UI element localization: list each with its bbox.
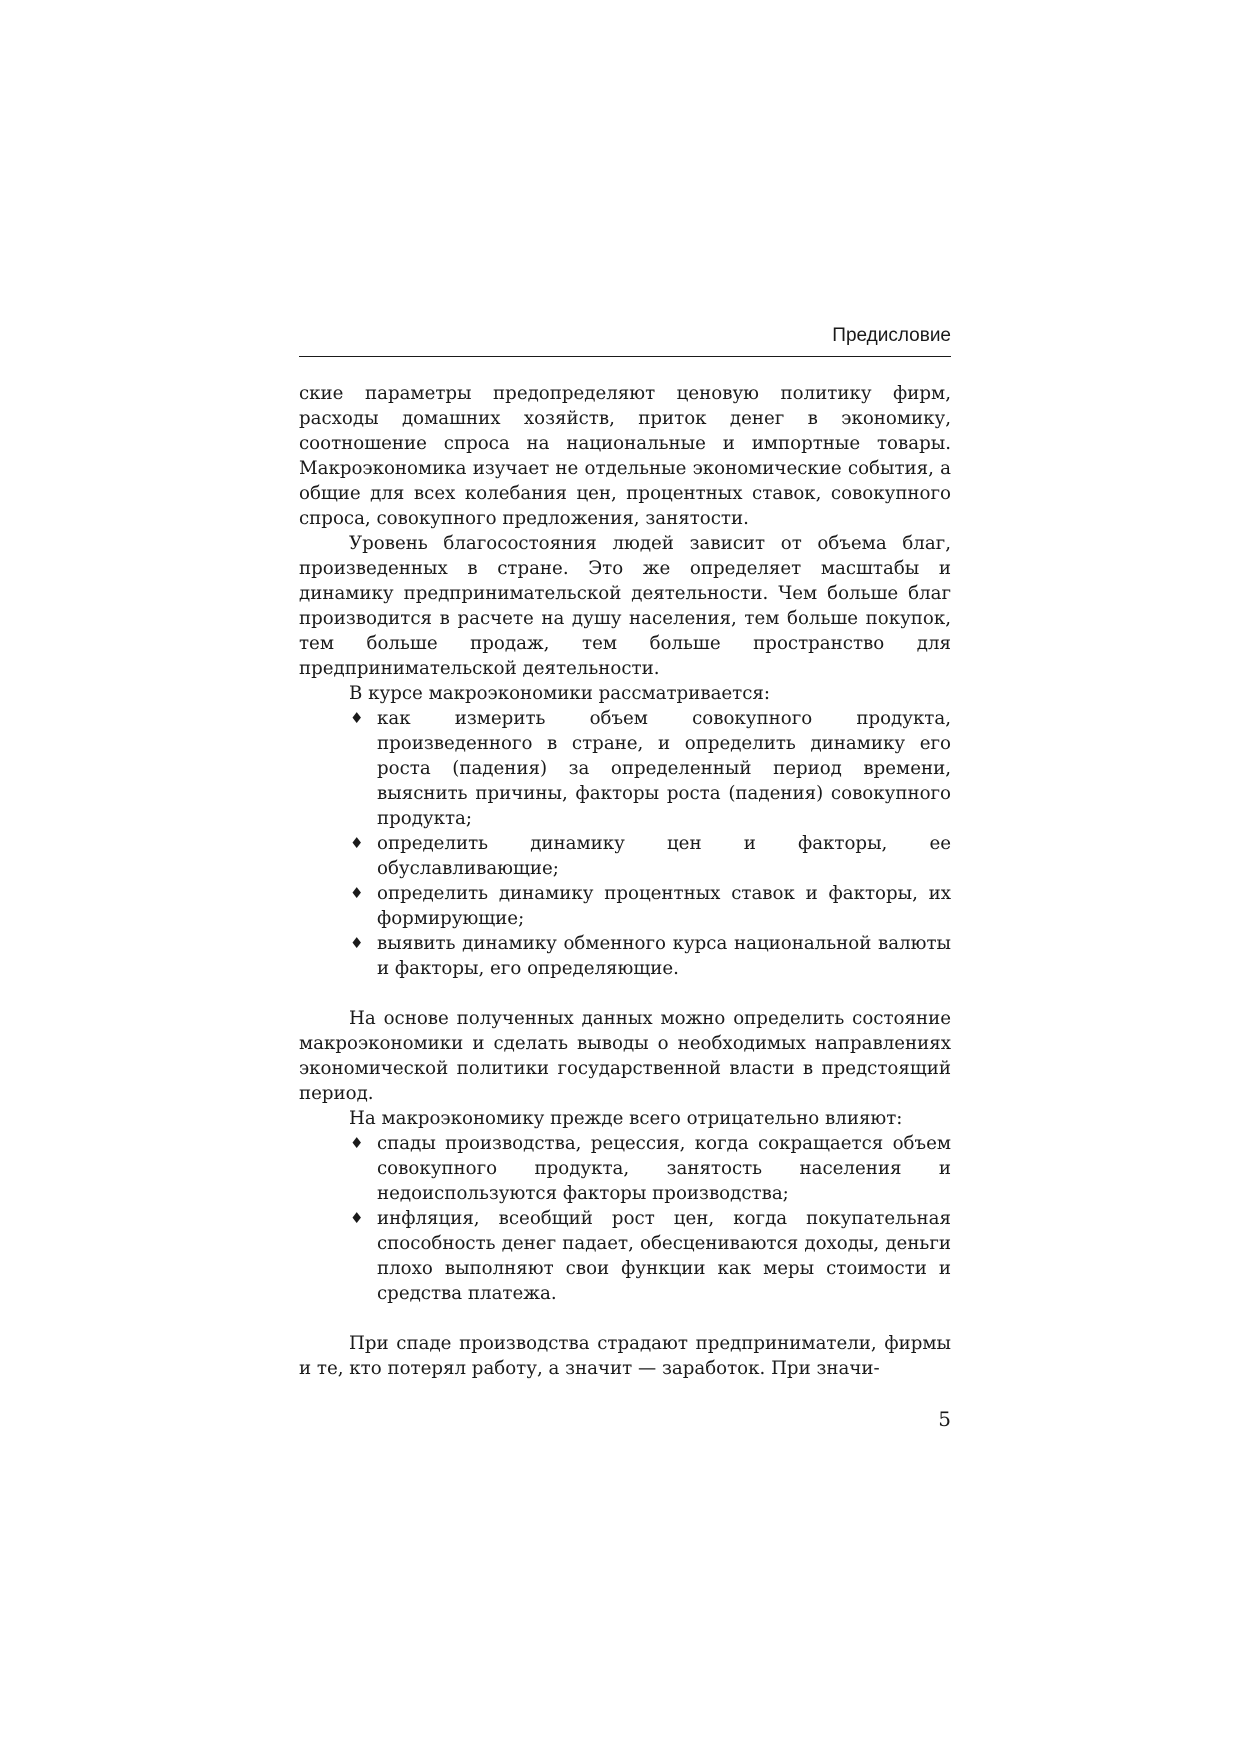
bullet-icon: ♦ bbox=[350, 934, 364, 952]
page-number: 5 bbox=[938, 1407, 951, 1431]
paragraph-3: В курсе макроэкономики рассматривается: bbox=[349, 683, 771, 704]
bullet-icon: ♦ bbox=[350, 834, 364, 852]
list-item-text: определить динамику цен и факторы, ее обуславливающие; bbox=[377, 833, 951, 879]
paragraph-2: Уровень благосостояния людей зависит от объема благ, произведенных в стране. Это же определяет масштабы и динамику предпринимательской деятельности. Чем больше благ производится в расчете на душу населения, тем больше покупок, тем больше продаж, тем больше пространство для предпринимательской деятельности. bbox=[299, 533, 951, 679]
list-item bbox=[350, 1131, 951, 1206]
list-item-text: определить динамику процентных ставок и факторы, их формирующие; bbox=[377, 883, 951, 929]
list-item bbox=[350, 931, 951, 981]
bullet-icon: ♦ bbox=[350, 1209, 364, 1227]
list-item-text: инфляция, всеобщий рост цен, когда покупательная способность денег падает, обесцениваются доходы, деньги плохо выполняют свои функции как меры стоимости и средства платежа. bbox=[377, 1208, 951, 1304]
header-rule bbox=[299, 356, 951, 357]
negative-factors-list bbox=[299, 1131, 951, 1306]
bullet-icon: ♦ bbox=[350, 884, 364, 902]
list-item-text: как измерить объем совокупного продукта, произведенного в стране, и определить динамику его роста (падения) за определенный период времени, выяснить причины, факторы роста (падения) совокупного продукта; bbox=[377, 708, 951, 829]
list-item bbox=[350, 1206, 951, 1306]
paragraph-5: На макроэкономику прежде всего отрицательно влияют: bbox=[349, 1108, 903, 1129]
paragraph-1: ские параметры предопределяют ценовую политику фирм, расходы домашних хозяйств, приток денег в экономику, соотношение спроса на национальные и импортные товары. Макроэкономика изучает не отдельные экономические события, а общие для всех колебания цен, процентных ставок, совокупного спроса, совокупного предложения, занятости. bbox=[299, 383, 951, 529]
bullet-icon: ♦ bbox=[350, 1134, 364, 1152]
list-item-text: спады производства, рецессия, когда сокращается объем совокупного продукта, занятость населения и недоиспользуются факторы производства; bbox=[377, 1133, 951, 1204]
list-item bbox=[350, 831, 951, 881]
topics-list bbox=[299, 706, 951, 981]
page-body bbox=[299, 381, 951, 1381]
list-item-text: выявить динамику обменного курса национальной валюты и факторы, его определяющие. bbox=[377, 933, 951, 979]
bullet-icon: ♦ bbox=[350, 709, 364, 727]
list-item bbox=[350, 881, 951, 931]
paragraph-6: При спаде производства страдают предприниматели, фирмы и те, кто потерял работу, а значит — заработок. При значи- bbox=[299, 1333, 951, 1379]
list-item bbox=[350, 706, 951, 831]
paragraph-4: На основе полученных данных можно определить состояние макроэкономики и сделать выводы о необходимых направлениях экономической политики государственной власти в предстоящий период. bbox=[299, 1008, 951, 1104]
running-head: Предисловие bbox=[832, 325, 951, 346]
